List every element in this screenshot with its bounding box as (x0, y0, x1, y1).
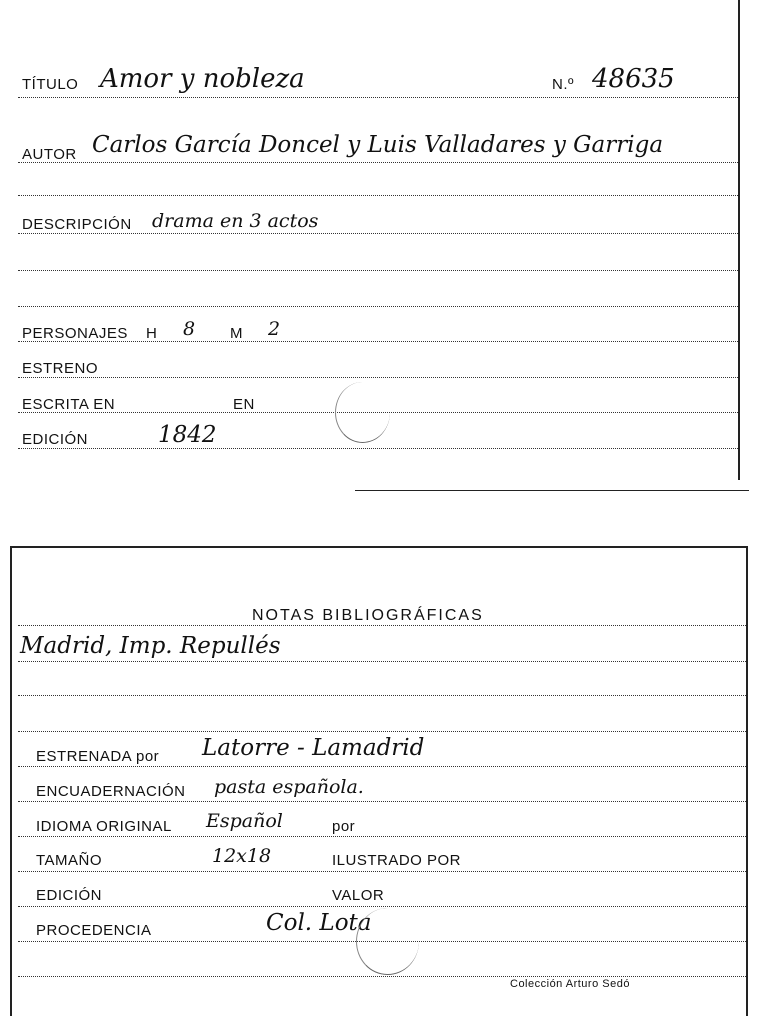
descripcion-value: drama en 3 actos (152, 210, 319, 232)
dotted-rule (18, 448, 738, 449)
autor-label: AUTOR (22, 146, 77, 163)
catalog-card-top (0, 0, 740, 480)
personajes-h-value: 8 (183, 318, 196, 340)
estrenada-por-label: por (136, 748, 160, 765)
personajes-m-label: M (230, 325, 243, 342)
dotted-rule (18, 270, 738, 271)
personajes-label: PERSONAJES (22, 325, 128, 342)
encuadernacion-value: pasta española. (214, 776, 364, 798)
dotted-rule (18, 661, 746, 662)
dotted-rule (18, 306, 738, 307)
edicion-label: EDICIÓN (22, 431, 89, 448)
tamano-label: TAMAÑO (36, 852, 103, 869)
notas-heading: NOTAS BIBLIOGRÁFICAS (252, 607, 484, 624)
dotted-rule (18, 836, 746, 837)
dotted-rule (18, 695, 746, 696)
edicion-value: 1842 (158, 422, 217, 448)
titulo-label: TÍTULO (22, 76, 79, 93)
stamp-mark (356, 908, 419, 975)
numero-value: 48635 (592, 64, 675, 94)
edicion-bottom-label: EDICIÓN (36, 887, 103, 904)
dotted-rule (18, 162, 738, 163)
dotted-rule (18, 97, 738, 98)
dotted-rule (18, 377, 738, 378)
encuadernacion-label: ENCUADERNACIÓN (36, 783, 186, 800)
dotted-rule (18, 195, 738, 196)
stamp-mark (335, 382, 390, 443)
escrita-en-second-label: EN (233, 396, 255, 413)
idioma-original-value: Español (206, 810, 283, 832)
procedencia-label: PROCEDENCIA (36, 922, 152, 939)
idioma-original-label: IDIOMA ORIGINAL (36, 818, 172, 835)
ilustrado-por-label: ILUSTRADO POR (332, 852, 462, 869)
dotted-rule (18, 625, 746, 626)
card-edge-line (355, 490, 749, 491)
personajes-h-label: H (146, 325, 158, 342)
notes-line-1: Madrid, Imp. Repullés (20, 633, 281, 659)
descripcion-label: DESCRIPCIÓN (22, 216, 132, 233)
tamano-value: 12x18 (212, 845, 272, 867)
dotted-rule (18, 766, 746, 767)
estrenada-label: ESTRENADA (36, 748, 133, 765)
dotted-rule (18, 731, 746, 732)
estrenada-value: Latorre - Lamadrid (202, 735, 425, 761)
estreno-label: ESTRENO (22, 360, 99, 377)
procedencia-value: Col. Lota (266, 910, 372, 936)
idioma-por-label: por (332, 818, 356, 835)
dotted-rule (18, 801, 746, 802)
dotted-rule (18, 233, 738, 234)
numero-label: N.º (552, 76, 574, 93)
titulo-value: Amor y nobleza (100, 64, 305, 94)
catalog-card-bottom (10, 546, 748, 1016)
autor-value: Carlos García Doncel y Luis Valladares y Garriga (92, 132, 664, 158)
personajes-m-value: 2 (268, 318, 281, 340)
dotted-rule (18, 906, 746, 907)
escrita-en-label: ESCRITA EN (22, 396, 116, 413)
valor-label: VALOR (332, 887, 385, 904)
collection-credit: Colección Arturo Sedó (510, 978, 630, 990)
dotted-rule (18, 871, 746, 872)
dotted-rule (18, 976, 746, 977)
